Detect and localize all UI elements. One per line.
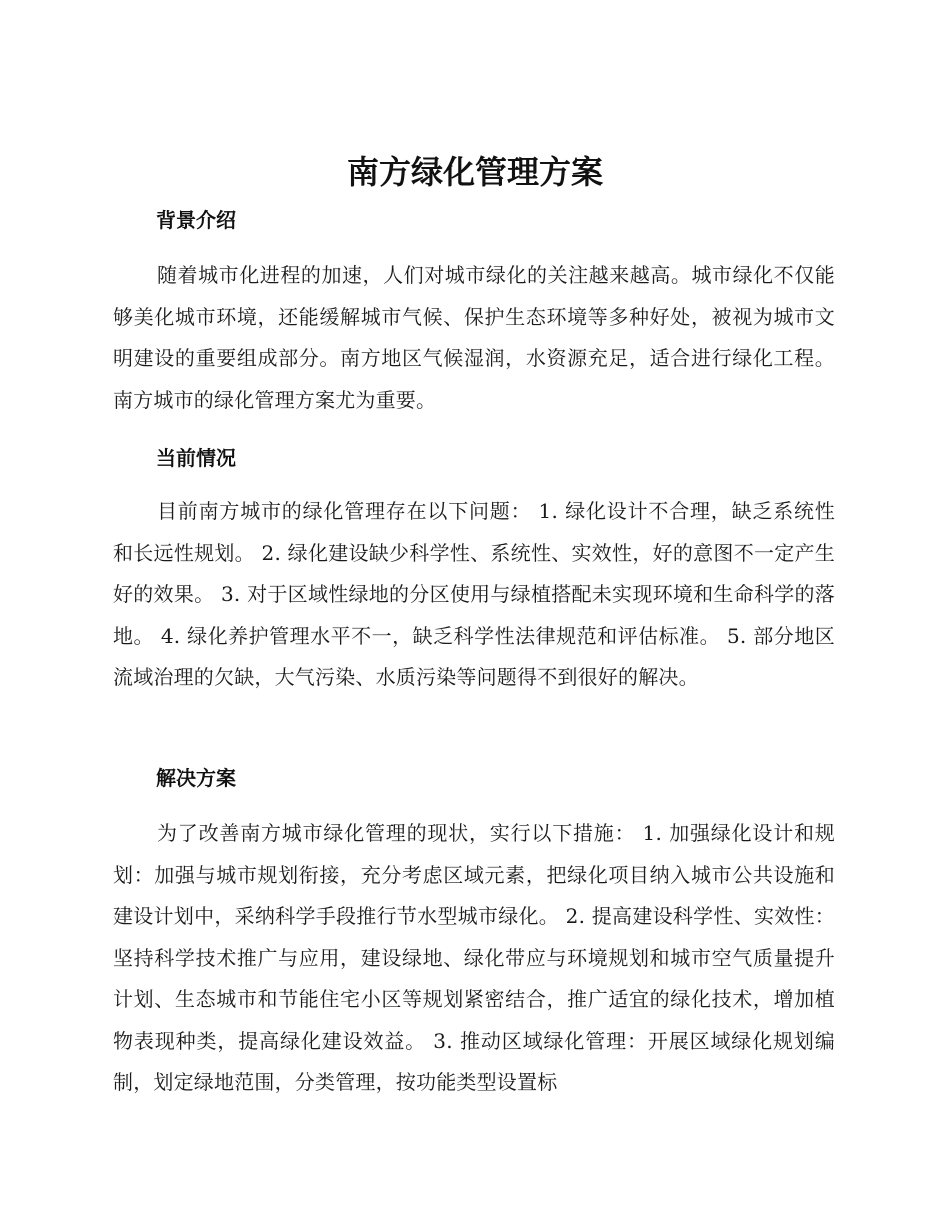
section-body-solution: 为了改善南方城市绿化管理的现状，实行以下措施： 1. 加强绿化设计和规划：加强与城市规划衔接，充分考虑区域元素，把绿化项目纳入城市公共设施和建设计划中，采纳科学手段推行节水型城市绿化。 2. 提高建设科学性、实效性：坚持科学技术推广与应用，建设绿地、绿化带应与环境规划和城市空气质量提升计划、生态城市和节能住宅小区等规划紧密结合，推广适宜的绿化技术，增加植物表现种类，提高绿化建设效益。 3. 推动区域绿化管理：开展区域绿化规划编制，划定绿地范围，分类管理，按功能类型设置标	[113, 821, 835, 1094]
section-heading-current-situation: 当前情况	[156, 446, 236, 470]
section-body-background: 随着城市化进程的加速，人们对城市绿化的关注越来越高。城市绿化不仅能够美化城市环境，还能缓解城市气候、保护生态环境等多种好处，被视为城市文明建设的重要组成部分。南方地区气候湿润，水资源充足，适合进行绿化工程。南方城市的绿化管理方案尤为重要。	[113, 263, 835, 412]
section-heading-background: 背景介绍	[156, 208, 236, 232]
document-title: 南方绿化管理方案	[346, 153, 603, 191]
section-heading-solution: 解决方案	[156, 766, 236, 790]
section-body-current-situation: 目前南方城市的绿化管理存在以下问题： 1. 绿化设计不合理，缺乏系统性和长远性规划。 2. 绿化建设缺少科学性、系统性、实效性，好的意图不一定产生好的效果。 3. 对于区域性绿地的分区使用与绿植搭配未实现环境和生命科学的落地。 4. 绿化养护管理水平不一，缺乏科学性法律规范和评估标准。 5. 部分地区流域治理的欠缺，大气污染、水质污染等问题得不到很好的解决。	[113, 499, 835, 689]
